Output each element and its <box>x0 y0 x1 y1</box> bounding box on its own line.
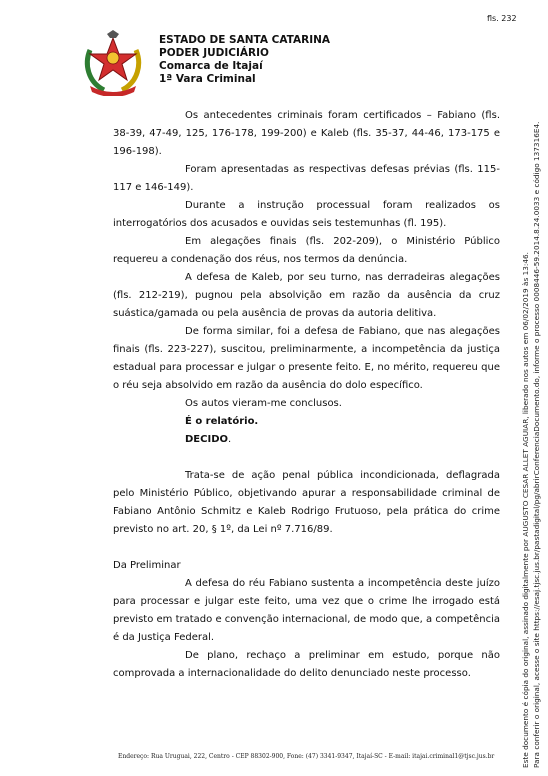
paragraph-incompetence-claim: A defesa do réu Fabiano sustenta a incompetência deste juízo para processar e julgar este feito, uma vez que o crime lhe irrogado está previsto em tratado e convenção internacional, de modo que, a competência é da Justiça Federal. <box>113 578 501 643</box>
header-state: ESTADO DE SANTA CATARINA <box>159 34 331 46</box>
state-coat-of-arms-seal <box>82 28 144 96</box>
address-footer: Endereço: Rua Uruguai, 222, Centro - CEP 88302-900, Fone: (47) 3341-9347, Itajaí-SC - E-mail: itajai.criminal1@tjsc.jus.br <box>118 753 495 760</box>
paragraph-final-allegations: Em alegações finais (fls. 202-209), o Ministério Público requereu a condenação dos réus, nos termos da denúncia. <box>113 236 500 265</box>
paragraph-criminal-records: Os antecedentes criminais foram certificados – Fabiano (fls. 38-39, 47-49, 125, 176-178, 199-200) e Kaleb (fls. 35-37, 44-46, 173-175 e 196-198). <box>113 110 500 157</box>
court-header <box>159 34 330 86</box>
header-court: 1ª Vara Criminal <box>159 73 256 85</box>
paragraph-rejection: De plano, rechaço a preliminar em estudo, porque não comprovada a internacionalidade do delito denunciado neste processo. <box>113 650 500 679</box>
paragraph-prior-defenses: Foram apresentadas as respectivas defesas prévias (fls. 115-117 e 146-149). <box>113 164 500 193</box>
paragraph-case-description: Trata-se de ação penal pública incondicionada, deflagrada pelo Ministério Público, objetivando apurar a responsabilidade criminal de Fabiano Antônio Schmitz e Kaleb Rodrigo Frutuoso, pela prática do crime previsto no art. 20, § 1º, da Lei nº 7.716/89. <box>113 470 500 535</box>
signature-note-line1: Este documento é cópia do original, assinado digitalmente por AUGUSTO CESAR ALLET AGUIAR, liberado nos autos em 06/02/2019 às 13:46. <box>521 252 530 768</box>
paragraph-instruction: Durante a instrução processual foram realizados os interrogatórios dos acusados e ouvidas seis testemunhas (fl. 195). <box>113 200 500 229</box>
decido-heading: DECIDO <box>185 434 228 445</box>
signature-note-line2: Para conferir o original, acesse o site https://esaj.tjsc.jus.br/pastadigital/pg/abrirConferenciaDocumento.do, informe o processo 0008446-59.2014.8.24.0033 e código 137316E4. <box>532 121 541 768</box>
header-power: PODER JUDICIÁRIO <box>159 47 269 59</box>
document-body <box>113 107 500 683</box>
paragraph-kaleb-defense: A defesa de Kaleb, por seu turno, nas derradeiras alegações (fls. 212-219), pugnou pela absolvição em razão da ausência da cruz suástica/gamada ou pela ausência de provas da autoria delitiva. <box>113 272 500 319</box>
paragraph-fabiano-defense: De forma similar, foi a defesa de Fabiano, que nas alegações finais (fls. 223-227), suscitou, preliminarmente, a incompetência da justiça estadual para processar e julgar o presente feito. E, no mérito, requereu que o réu seja absolvido em razão da ausência do dolo específico. <box>113 326 500 391</box>
page-number: fls. 232 <box>487 14 517 23</box>
report-heading: É o relatório. <box>185 416 259 427</box>
digital-signature-note <box>520 56 542 768</box>
header-district: Comarca de Itajaí <box>159 60 263 72</box>
section-title-preliminary: Da Preliminar <box>113 560 181 571</box>
decido-line <box>113 431 500 449</box>
decido-period: . <box>228 434 232 445</box>
paragraph-conclusos: Os autos vieram-me conclusos. <box>185 398 342 409</box>
